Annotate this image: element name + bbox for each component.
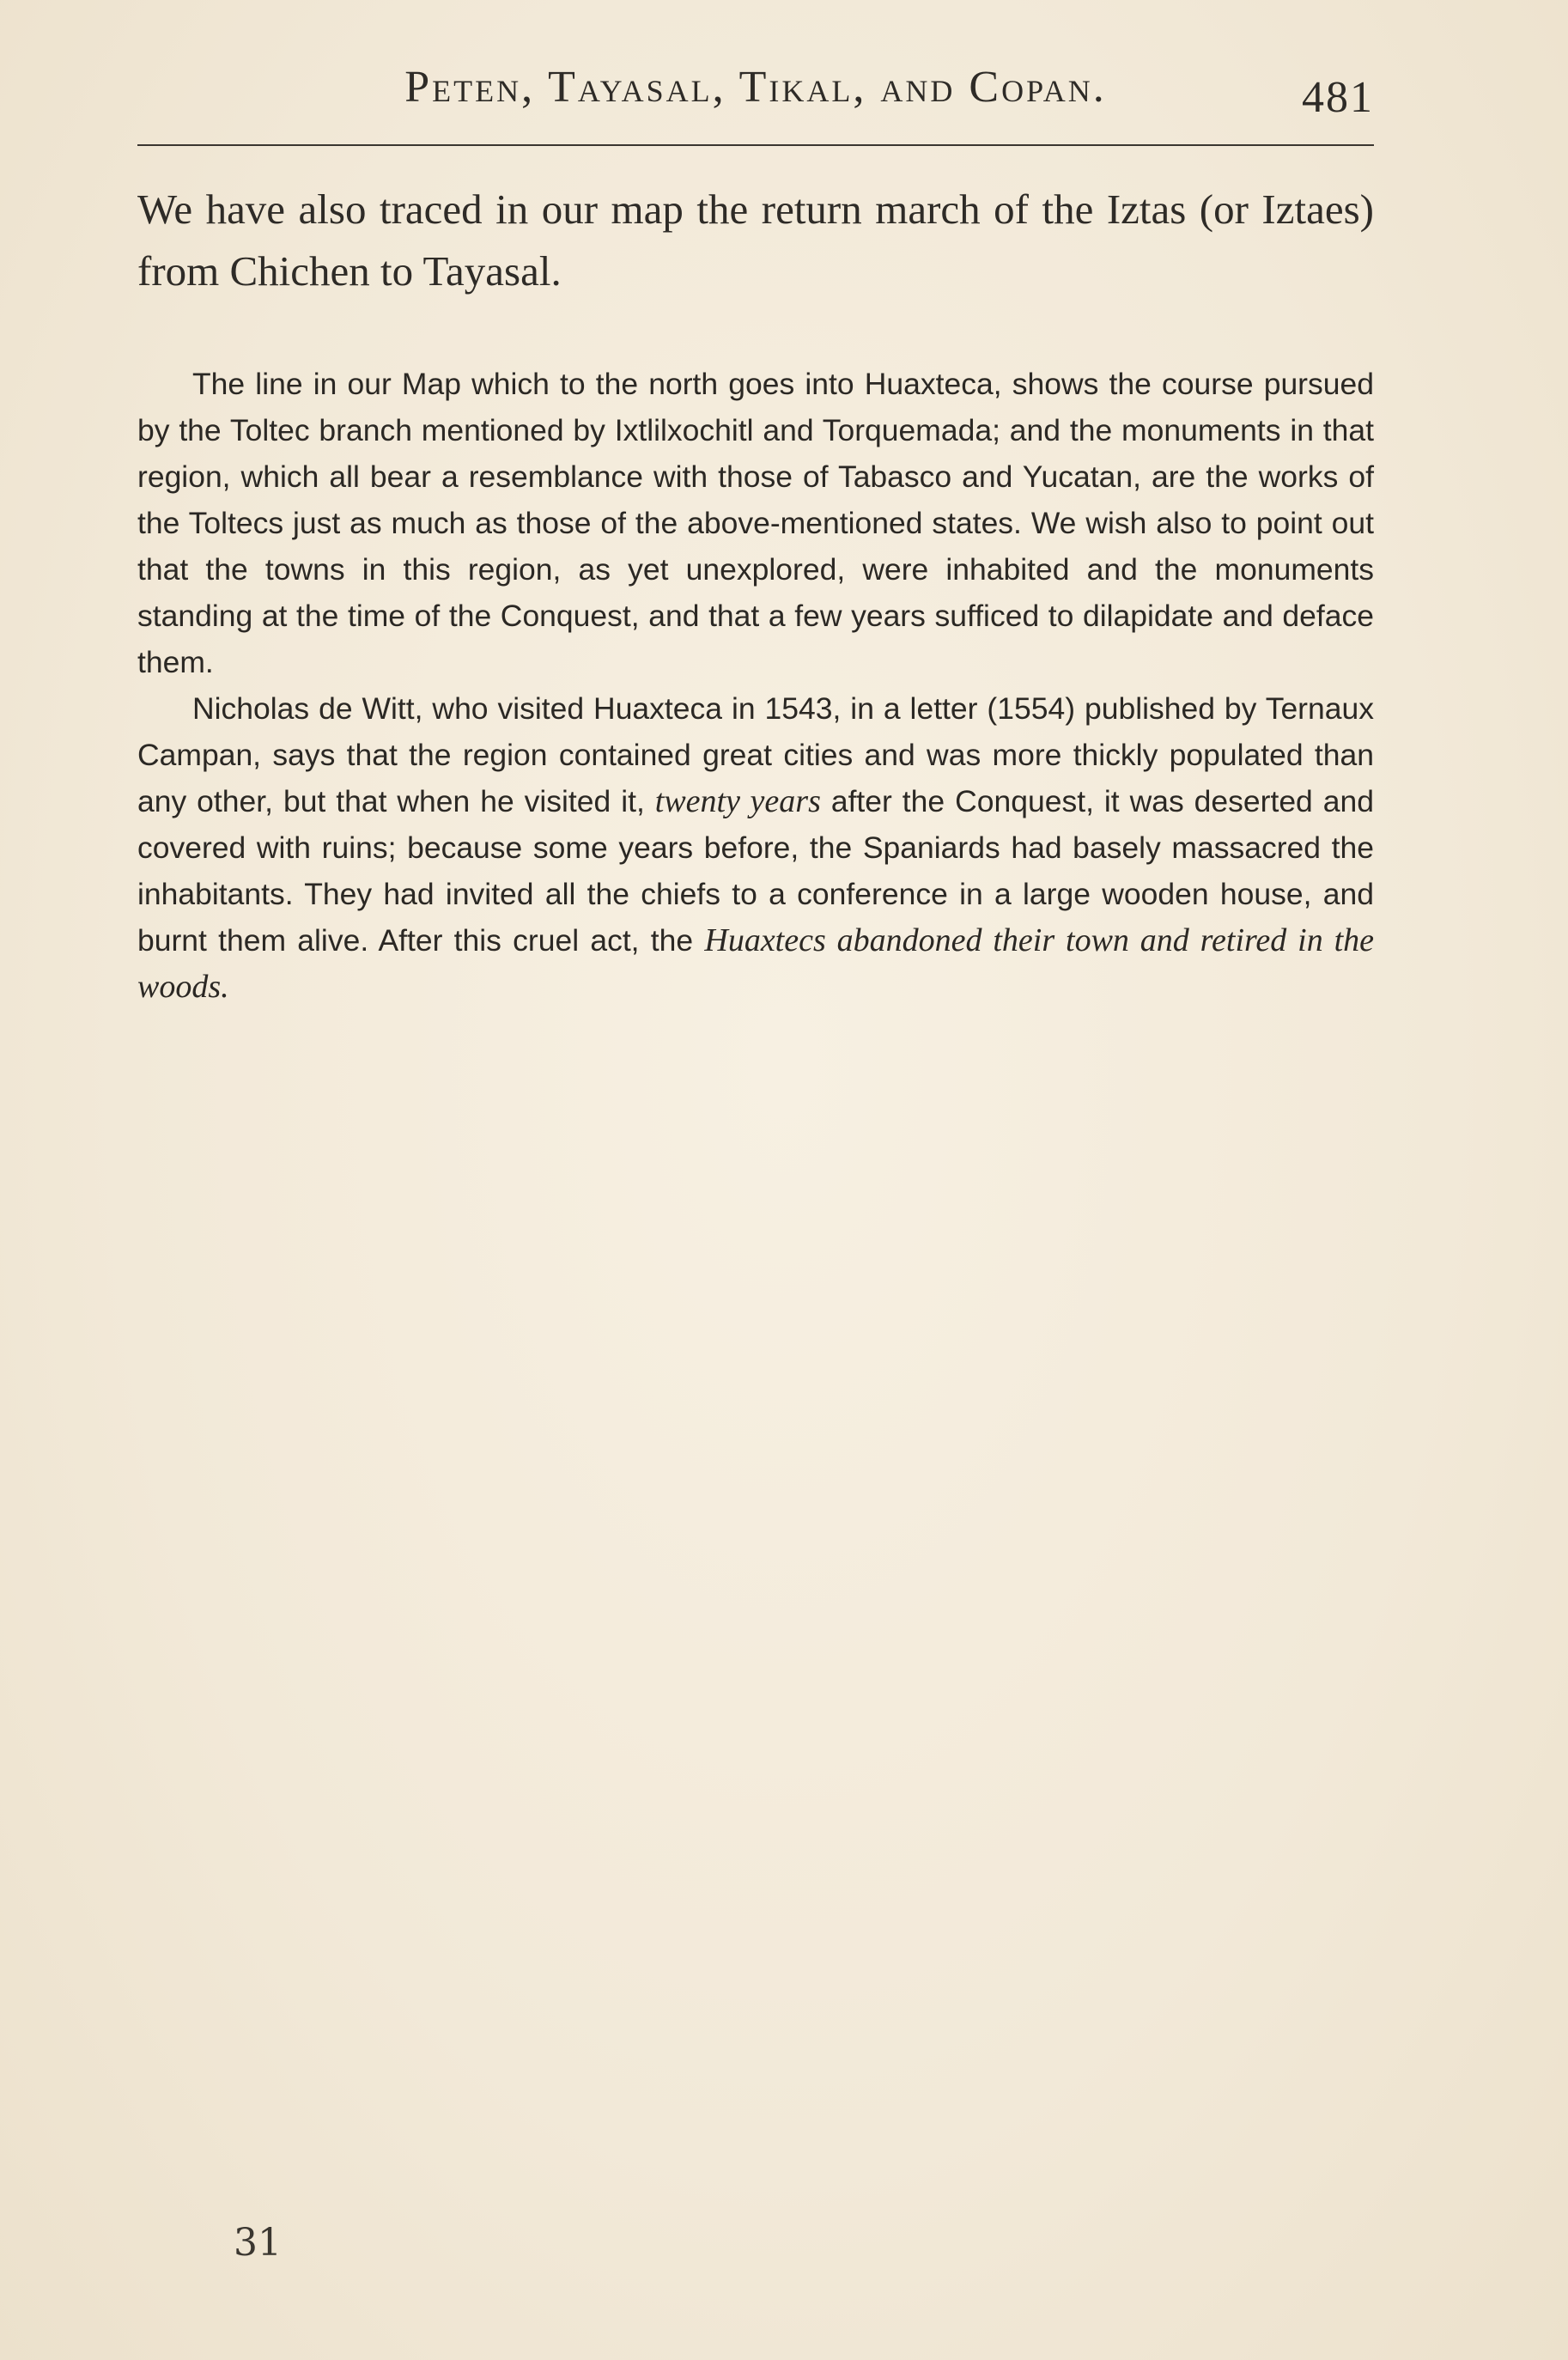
paragraph-2-part-1: Nicholas de Witt, who visited Huaxteca in 1543, in a letter (1554) published by Ternaux Campan, says that the region contained great cities and was more thickly populated than any other, but that when he visited it, [137, 691, 1374, 818]
paragraph-2 [137, 685, 1374, 1010]
page-number: 481 [1302, 73, 1374, 122]
lead-paragraph: We have also traced in our map the return march of the Iztas (or Iztaes) from Chichen to Tayasal. [137, 186, 1374, 295]
running-head [137, 52, 1374, 120]
italic-huaxtecs-abandoned: Huaxtecs abandoned their town and retired in the woods. [137, 922, 1374, 1005]
signature-mark: 31 [234, 2221, 282, 2265]
paragraph-1: The line in our Map which to the north goes into Huaxteca, shows the course pursued by the Toltec branch mentioned by Ixtlilxochitl and Torquemada; and the monuments in that region, which all bear a resemblance with those of Tabasco and Yucatan, are the works of the Toltecs just as much as those of the above-mentioned states. We wish also to point out that the towns in this region, as yet unexplored, were inhabited and the monuments standing at the time of the Conquest, and that a few years sufficed to dilapidate and deface them. [137, 367, 1374, 679]
running-head-title: Peten, Tayasal, Tikal, and Copan. [404, 63, 1107, 112]
header-rule [137, 144, 1374, 146]
paragraph-2-part-2: after the Conquest, it was deserted and covered with ruins; because some years before, the Spaniards had basely massacred the inhabitants. They had invited all the chiefs to a conference in a large wooden house, and burnt them alive. After this cruel act, the [137, 784, 1374, 958]
body-text [137, 361, 1374, 1010]
italic-twenty-years: twenty years [654, 783, 821, 819]
